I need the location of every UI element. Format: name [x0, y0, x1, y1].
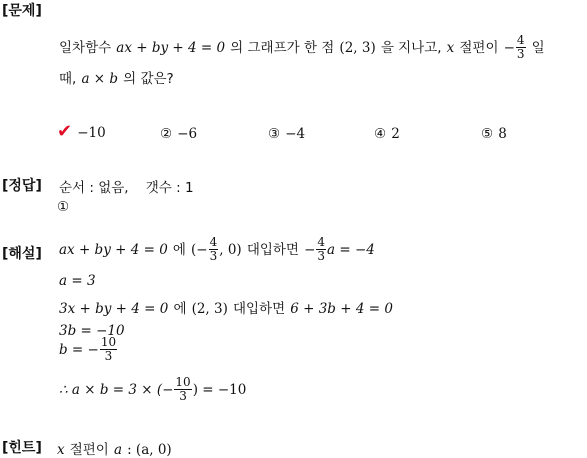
solution-line-5 — [59, 336, 118, 363]
minus-sign: − — [304, 242, 316, 258]
fraction — [316, 236, 326, 263]
variable-a: a — [113, 442, 122, 458]
fraction-numerator: 10 — [100, 335, 117, 349]
solution-line-2: a = 3 — [59, 273, 96, 289]
choice-4[interactable] — [374, 123, 400, 142]
fraction-denominator: 3 — [516, 47, 525, 61]
choice-value: −10 — [77, 125, 106, 141]
variable-x: x — [446, 40, 455, 56]
choice-1[interactable] — [57, 121, 106, 142]
fraction — [209, 236, 219, 263]
point: (2, 3) — [339, 40, 376, 56]
problem-line-2 — [59, 67, 174, 87]
choice-value: 2 — [391, 126, 400, 142]
hint-label: [힌트] — [2, 440, 42, 456]
choice-marker: ② — [160, 126, 173, 142]
problem-text: 을 지나고, — [380, 40, 442, 56]
equation: b = − — [59, 342, 99, 358]
problem-text: 의 값은? — [123, 71, 174, 87]
equation: a = −4 — [327, 242, 375, 258]
answer-count: 갯수 : 1 — [145, 180, 194, 196]
choice-5[interactable] — [481, 123, 507, 142]
point-open: (− — [191, 242, 208, 258]
fraction — [100, 336, 117, 363]
fraction-denominator: 3 — [209, 249, 218, 263]
hint-point: : (a, 0) — [127, 442, 172, 458]
choice-marker: ④ — [374, 126, 387, 142]
choice-2[interactable] — [160, 123, 197, 142]
problem-text: 때, — [59, 71, 77, 87]
solution-line-6 — [59, 376, 246, 403]
hint-ko: 절편이 — [69, 442, 109, 458]
choice-3[interactable] — [268, 123, 305, 142]
choice-value: −6 — [177, 126, 198, 142]
hint-text — [57, 438, 172, 458]
solution-line-3 — [59, 297, 393, 317]
solution-line-1 — [59, 236, 375, 263]
check-mark-icon: ✔ — [57, 121, 73, 142]
point: (2, 3) — [191, 301, 228, 317]
solution-text: 대입하면 — [232, 301, 286, 317]
fraction — [174, 376, 191, 403]
equation: ax + by + 4 = 0 — [116, 40, 226, 56]
solution-text: 대입하면 — [246, 242, 299, 258]
fraction-denominator: 3 — [100, 349, 117, 363]
problem-text: 일차함수 — [59, 40, 112, 56]
problem-line-1 — [59, 34, 545, 61]
point-close: , 0) — [219, 242, 242, 258]
answer-order: 순서 : 없음, — [59, 180, 129, 196]
variable-x: x — [57, 442, 65, 458]
equation: ax + by + 4 = 0 — [59, 242, 168, 258]
problem-text: 의 그래프가 한 점 — [230, 40, 335, 56]
solution-label: [해설] — [2, 246, 42, 262]
minus-sign: − — [503, 40, 515, 56]
problem-text: 절편이 — [459, 40, 499, 56]
fraction-numerator: 10 — [175, 375, 191, 389]
choice-value: −4 — [285, 126, 306, 142]
fraction-numerator: 4 — [317, 235, 326, 249]
answer-info — [59, 176, 194, 196]
solution-text: 에 — [172, 242, 186, 258]
problem-text: 일 — [531, 40, 545, 56]
choice-marker: ③ — [268, 126, 281, 142]
answer-marker: ① — [57, 199, 70, 215]
fraction-numerator: 4 — [516, 33, 525, 47]
solution-line-4: 3b = −10 — [59, 323, 125, 339]
choice-value: 8 — [498, 126, 507, 142]
equation: ) = −10 — [192, 382, 247, 398]
problem-label: [문제] — [2, 3, 42, 19]
expression: a × b — [81, 71, 119, 87]
equation: ∴ a × b = 3 × (− — [59, 382, 174, 398]
answer-label: [정답] — [2, 178, 42, 194]
equation: 3x + by + 4 = 0 — [59, 301, 169, 317]
choice-marker: ⑤ — [481, 126, 494, 142]
fraction-denominator: 3 — [174, 389, 191, 403]
equation: 6 + 3b + 4 = 0 — [290, 301, 393, 317]
fraction — [516, 34, 526, 61]
solution-text: 에 — [173, 301, 187, 317]
fraction-denominator: 3 — [317, 249, 326, 263]
fraction-numerator: 4 — [209, 235, 218, 249]
